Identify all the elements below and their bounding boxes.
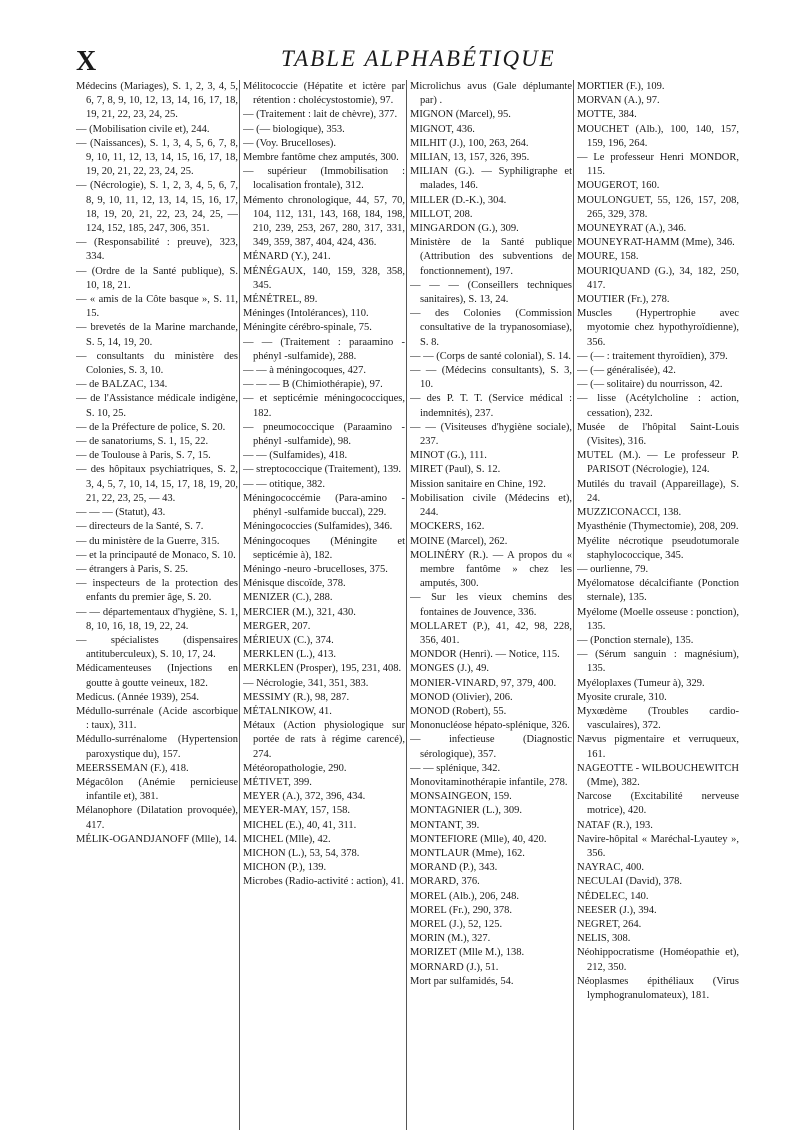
index-entry: MOLINÉRY (R.). — A propos du « membre fantôme » chez les amputés, 300. <box>410 549 572 590</box>
index-entry: MOURIQUAND (G.), 34, 182, 250, 417. <box>577 265 739 291</box>
column-rule <box>573 80 574 1130</box>
index-entry: MOURE, 158. <box>577 251 639 263</box>
column-rule <box>239 80 240 1130</box>
index-entry: MOUTIER (Fr.), 278. <box>577 294 670 306</box>
index-entry: — (Ponction sternale), 135. <box>577 634 694 646</box>
index-entry: MOUCHET (Alb.), 100, 140, 157, 159, 196, 264. <box>577 123 739 149</box>
index-column-3 <box>410 80 572 1130</box>
index-entry: MIRET (Paul), S. 12. <box>410 464 501 476</box>
index-entry: MICHON (L.), 53, 54, 378. <box>243 847 360 859</box>
index-entry: Mélanophore (Dilatation provoquée), 417. <box>76 805 238 831</box>
index-entry: — Le professeur Henri MONDOR, 115. <box>577 152 739 178</box>
index-entry: MUZZICONACCI, 138. <box>577 507 682 519</box>
index-entry: NAGEOTTE - WILBOUCHEWITCH (Mme), 382. <box>577 762 739 788</box>
index-entry: MORIZET (Mlle M.), 138. <box>410 947 525 959</box>
index-entry: Mission sanitaire en Chine, 192. <box>410 478 546 490</box>
index-entry: — Nécrologie, 341, 351, 383. <box>243 677 369 689</box>
index-entry: — brevetés de la Marine marchande, S. 5, 14, 19, 20. <box>76 322 238 348</box>
index-entry: MILHIT (J.), 100, 263, 264. <box>410 137 529 149</box>
index-entry: MONTANT, 39. <box>410 819 480 831</box>
index-entry: — (Responsabilité : preuve), 323, 334. <box>76 237 238 263</box>
index-entry: MORNARD (J.), 51. <box>410 961 499 973</box>
index-entry: MESSIMY (R.), 98, 287. <box>243 691 350 703</box>
index-entry: MIGNON (Marcel), 95. <box>410 109 511 121</box>
index-entry: MERKLEN (L.), 413. <box>243 649 337 661</box>
index-entry: — — (Sulfamides), 418. <box>243 450 348 462</box>
index-entry: Monovitaminothérapie infantile, 278. <box>410 776 568 788</box>
index-entry: MOUNEYRAT-HAMM (Mme), 346. <box>577 237 735 249</box>
index-entry: Mémento chronologique, 44, 57, 70, 104, 112, 131, 143, 168, 184, 198, 210, 239, 253, 267, 280, 317, 331, 349, 359, 387, 404, 424, 436. <box>243 194 405 249</box>
index-entry: MILLOT, 208. <box>410 208 473 220</box>
index-entry: Méningite cérébro-spinale, 75. <box>243 322 372 334</box>
index-entry: — (— généralisée), 42. <box>577 365 676 377</box>
index-entry: MICHEL (Mlle), 42. <box>243 833 331 845</box>
index-entry: — Sur les vieux chemins des fontaines de Jouvence, 336. <box>410 592 572 618</box>
index-entry: MÉNÉGAUX, 140, 159, 328, 358, 345. <box>243 265 405 291</box>
index-column-1 <box>76 80 238 1130</box>
index-entry: — infectieuse (Diagnostic sérologique), 357. <box>410 734 572 760</box>
index-entry: MINGARDON (G.), 309. <box>410 223 519 235</box>
index-entry: MEYER-MAY, 157, 158. <box>243 805 351 817</box>
page-number: X <box>76 46 98 77</box>
index-entry: Muscles (Hypertrophie avec myotomie chez hypothyroïdienne), 356. <box>577 308 739 348</box>
index-entry: Mutilés du travail (Appareillage), S. 24. <box>577 478 739 504</box>
index-entry: Mélitococcie (Hépatite et ictère par rétention : cholécystostomie), 97. <box>243 81 405 107</box>
index-entry: MÉTALNIKOW, 41. <box>243 705 332 717</box>
index-entry: MORTIER (F.), 109. <box>577 81 665 92</box>
index-entry: — lisse (Acétylcholine : action, cessation), 232. <box>577 393 739 419</box>
index-entry: — de Toulouse à Paris, S. 7, 15. <box>76 450 211 462</box>
index-entry: MORVAN (A.), 97. <box>577 95 660 107</box>
index-entry: MOREL (J.), 52, 125. <box>410 918 503 930</box>
index-entry: MIGNOT, 436. <box>410 123 475 135</box>
column-rule <box>406 80 407 1130</box>
index-entry: NAYRAC, 400. <box>577 862 644 874</box>
index-entry: MONIER-VINARD, 97, 379, 400. <box>410 677 557 689</box>
index-entry: Médicamenteuses (Injections en goutte à goutte veineux, 182. <box>76 663 238 689</box>
index-entry: Ménisque discoïde, 378. <box>243 578 346 590</box>
index-entry: NELIS, 308. <box>577 933 631 945</box>
index-entry: — pneumococcique (Paraamino -phényl -sulfamide), 98. <box>243 421 405 448</box>
index-entry: NECULAI (David), 378. <box>577 876 682 888</box>
index-entry: Medicus. (Année 1939), 254. <box>76 691 200 703</box>
index-entry: — (Ordre de la Santé publique), S. 10, 18, 21. <box>76 265 238 291</box>
index-entry: Méningococcémie (Para-amino -phényl -sulfamide buccal), 229. <box>243 492 405 519</box>
index-entry: MOTTE, 384. <box>577 109 637 121</box>
index-entry: Météoropathologie, 290. <box>243 762 347 774</box>
index-entry: — de la Préfecture de police, S. 20. <box>76 421 226 433</box>
index-entry: MICHON (P.), 139. <box>243 862 327 874</box>
index-entry: — de BALZAC, 134. <box>76 379 168 391</box>
index-entry: MÉRIEUX (C.), 374. <box>243 634 334 646</box>
index-entry: MÉLIK-OGANDJANOFF (Mlle), 14. <box>76 833 237 845</box>
index-entry: — (Naissances), S. 1, 3, 4, 5, 6, 7, 8, 9, 10, 11, 12, 13, 14, 15, 16, 17, 18, 19, 20, 21, 22, 23, 24, 25. <box>76 137 238 178</box>
page-header <box>76 40 736 80</box>
index-entry: MONOD (Robert), 55. <box>410 705 507 717</box>
index-entry: NÉDELEC, 140. <box>577 890 649 902</box>
index-entry: — — otitique, 382. <box>243 478 325 490</box>
index-entry: MINOT (G.), 111. <box>410 450 487 462</box>
index-columns <box>76 80 739 1130</box>
index-entry: Méningocoques (Méningite et septicémie à), 182. <box>243 535 405 561</box>
index-entry: MERGER, 207. <box>243 620 311 632</box>
index-entry: — (— biologique), 353. <box>243 123 345 135</box>
index-entry: Nævus pigmentaire et verruqueux, 161. <box>577 734 739 760</box>
index-entry: — — (Visiteuses d'hygiène sociale), 237. <box>410 421 572 448</box>
index-entry: — — — B (Chimiothérapie), 97. <box>243 379 383 391</box>
index-entry: MOREL (Alb.), 206, 248. <box>410 890 519 902</box>
index-entry: MUTEL (M.). — Le professeur P. PARISOT (Nécrologie), 124. <box>577 450 739 476</box>
index-entry: — — (Médecins consultants), S. 3, 10. <box>410 365 572 391</box>
index-entry: Mégacôlon (Anémie pernicieuse infantile et), 381. <box>76 776 238 803</box>
index-entry: MERKLEN (Prosper), 195, 231, 408. <box>243 663 402 675</box>
index-entry: — des Colonies (Commission consultative de la trypanosomiase), S. 8. <box>410 308 572 348</box>
index-entry: MONTLAUR (Mme), 162. <box>410 847 525 859</box>
index-entry: MEERSSEMAN (F.), 418. <box>76 762 189 774</box>
index-entry: — (Sérum sanguin : magnésium), 135. <box>577 649 739 675</box>
index-entry: MERCIER (M.), 321, 430. <box>243 606 356 618</box>
index-entry: MONTEFIORE (Mlle), 40, 420. <box>410 833 547 845</box>
index-entry: Médullo-surrénalome (Hypertension paroxystique du), 157. <box>76 734 238 760</box>
index-entry: — (— solitaire) du nourrisson, 42. <box>577 379 723 391</box>
index-entry: MILIAN, 13, 157, 326, 395. <box>410 152 530 164</box>
index-entry: MORARD, 376. <box>410 876 480 888</box>
index-entry: — — (Traitement : paraamino -phényl -sulfamide), 288. <box>243 336 405 362</box>
index-entry: MOULONGUET, 55, 126, 157, 208, 265, 329, 378. <box>577 194 739 220</box>
index-entry: — directeurs de la Santé, S. 7. <box>76 521 204 533</box>
index-entry: Méningococcies (Sulfamides), 346. <box>243 521 393 533</box>
index-entry: MORAND (P.), 343. <box>410 862 498 874</box>
index-entry: Navire-hôpital « Maréchal-Lyautey », 356. <box>577 833 739 859</box>
index-entry: Mort par sulfamidés, 54. <box>410 975 514 987</box>
index-entry: MILLER (D.-K.), 304. <box>410 194 507 206</box>
index-entry: NEESER (J.), 394. <box>577 904 657 916</box>
index-entry: — — (Corps de santé colonial), S. 14. <box>410 350 571 362</box>
index-entry: — — départementaux d'hygiène, S. 1, 8, 10, 16, 18, 19, 22, 24. <box>76 606 238 632</box>
index-entry: Méninges (Intolérances), 110. <box>243 308 369 320</box>
index-entry: MENIZER (C.), 288. <box>243 592 333 604</box>
index-entry: MÉNÉTREL, 89. <box>243 294 318 306</box>
index-entry: — des P. T. T. (Service médical : indemnités), 237. <box>410 393 572 419</box>
index-entry: — — à méningocoques, 427. <box>243 365 367 377</box>
index-entry: MORIN (M.), 327. <box>410 933 491 945</box>
index-entry: Néohippocratisme (Homéopathie et), 212, 350. <box>577 947 739 973</box>
index-entry: — consultants du ministère des Colonies, S. 3, 10. <box>76 350 238 377</box>
index-entry: — spécialistes (dispensaires antituberculeux), S. 10, 17, 24. <box>76 634 238 661</box>
index-entry: NATAF (R.), 193. <box>577 819 653 831</box>
index-entry: Myosite crurale, 310. <box>577 691 667 703</box>
index-entry: Membre fantôme chez amputés, 300. <box>243 152 399 164</box>
index-entry: MOINE (Marcel), 262. <box>410 535 508 547</box>
index-entry: Microbes (Radio-activité : action), 41. <box>243 876 404 888</box>
index-entry: NEGRET, 264. <box>577 918 642 930</box>
index-entry: — — splénique, 342. <box>410 762 501 774</box>
index-entry: Narcose (Excitabilité nerveuse motrice), 420. <box>577 791 739 817</box>
index-entry: MILIAN (G.). — Syphiligraphe et malades, 146. <box>410 166 572 192</box>
index-entry: — inspecteurs de la protection des enfants du premier âge, S. 20. <box>76 578 238 604</box>
index-entry: Néoplasmes épithéliaux (Virus lymphogranulomateux), 181. <box>577 975 739 1001</box>
index-entry: MOREL (Fr.), 290, 378. <box>410 904 512 916</box>
index-entry: — de sanatoriums, S. 1, 15, 22. <box>76 436 209 448</box>
index-entry: — (Mobilisation civile et), 244. <box>76 123 210 135</box>
index-entry: Myélomatose décalcifiante (Ponction sternale), 135. <box>577 578 739 604</box>
index-entry: Mobilisation civile (Médecins et), 244. <box>410 492 572 519</box>
index-entry: — — — (Statut), 43. <box>76 507 166 519</box>
index-entry: — et la principauté de Monaco, S. 10. <box>76 549 236 561</box>
index-entry: Microlichus avus (Gale déplumante par) . <box>410 81 572 107</box>
index-entry: MÉNARD (Y.), 241. <box>243 251 331 263</box>
index-entry: MEYER (A.), 372, 396, 434. <box>243 791 366 803</box>
index-column-4 <box>577 80 739 1130</box>
index-entry: Myélome (Moelle osseuse : ponction), 135. <box>577 606 739 632</box>
index-entry: — du ministère de la Guerre, 315. <box>76 535 220 547</box>
index-entry: Ministère de la Santé publique (Attribution des subventions de fonctionnement), 197. <box>410 237 572 277</box>
index-entry: — (Voy. Brucelloses). <box>243 137 337 149</box>
index-entry: — de l'Assistance médicale indigène, S. 10, 25. <box>76 393 238 419</box>
index-entry: — supérieur (Immobilisation : localisation frontale), 312. <box>243 166 405 192</box>
index-entry: Mononucléose hépato-splénique, 326. <box>410 720 570 732</box>
index-entry: — (Nécrologie), S. 1, 2, 3, 4, 5, 6, 7, 8, 9, 10, 11, 12, 13, 14, 15, 16, 17, 18, 19, 20, 21, 22, 23, 24, 25, — 124, 152, 185, 247, 306, 351. <box>76 180 238 235</box>
index-entry: — et septicémie méningococciques, 182. <box>243 393 405 419</box>
index-entry: — des hôpitaux psychiatriques, S. 2, 3, 4, 5, 7, 10, 14, 15, 17, 18, 19, 20, 21, 22, 23, 25, — 43. <box>76 464 238 504</box>
index-column-2 <box>243 80 405 1130</box>
index-entry: Myasthénie (Thymectomie), 208, 209. <box>577 521 739 533</box>
index-entry: MONDOR (Henri). — Notice, 115. <box>410 649 560 661</box>
index-entry: MOUGEROT, 160. <box>577 180 660 192</box>
index-entry: — streptococcique (Traitement), 139. <box>243 464 401 476</box>
index-entry: MÉTIVET, 399. <box>243 776 312 788</box>
index-entry: Médecins (Mariages), S. 1, 2, 3, 4, 5, 6, 7, 8, 9, 10, 12, 13, 14, 16, 17, 18, 19, 21, 22, 23, 24, 25. <box>76 81 238 121</box>
index-entry: — — — (Conseillers techniques sanitaires), S. 13, 24. <box>410 279 572 306</box>
index-entry: — (— : traitement thyroïdien), 379. <box>577 350 728 362</box>
index-entry: Musée de l'hôpital Saint-Louis (Visites), 316. <box>577 421 739 448</box>
index-entry: MICHEL (E.), 40, 41, 311. <box>243 819 357 831</box>
index-entry: MONSAINGEON, 159. <box>410 791 512 803</box>
index-entry: — ourlienne, 79. <box>577 563 649 575</box>
index-entry: Myélite nécrotique pseudotumorale staphylococcique, 345. <box>577 535 739 561</box>
index-entry: — étrangers à Paris, S. 25. <box>76 563 188 575</box>
index-entry: MOCKERS, 162. <box>410 521 485 533</box>
index-entry: — (Traitement : lait de chèvre), 377. <box>243 109 398 121</box>
page-title: TABLE ALPHABÉTIQUE <box>281 46 556 71</box>
index-entry: MOUNEYRAT (A.), 346. <box>577 223 687 235</box>
index-entry: MOLLARET (P.), 41, 42, 98, 228, 356, 401. <box>410 620 572 646</box>
index-entry: Métaux (Action physiologique sur portée de rats à régime carencé), 274. <box>243 720 405 760</box>
index-entry: Myxœdème (Troubles cardio-vasculaires), 372. <box>577 705 739 732</box>
index-entry: Méningo -neuro -brucelloses, 375. <box>243 563 388 575</box>
index-entry: Médullo-surrénale (Acide ascorbique : taux), 311. <box>76 705 238 732</box>
index-entry: MONOD (Olivier), 206. <box>410 691 513 703</box>
index-entry: — « amis de la Côte basque », S. 11, 15. <box>76 294 238 320</box>
index-entry: Myéloplaxes (Tumeur à), 329. <box>577 677 705 689</box>
index-entry: MONGES (J.), 49. <box>410 663 490 675</box>
index-entry: MONTAGNIER (L.), 309. <box>410 805 523 817</box>
